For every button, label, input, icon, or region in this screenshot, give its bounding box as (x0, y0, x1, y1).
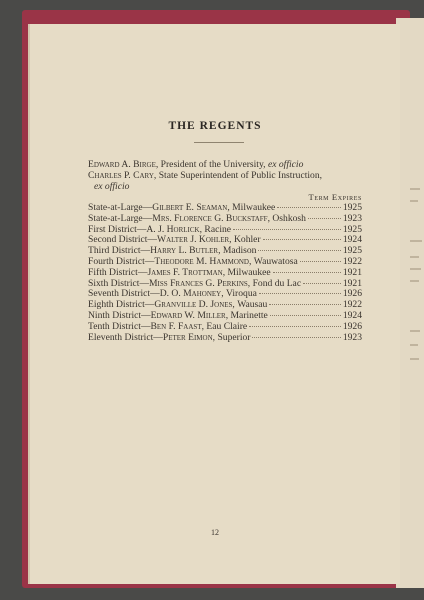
regent-term-year: 1921 (342, 277, 362, 289)
regent-place: Racine (204, 223, 232, 235)
regent-name: Granville D. Jones (154, 299, 233, 311)
regent-term-year: 1925 (342, 202, 362, 213)
regent-name: James F. Trottman (147, 266, 223, 278)
regent-dash: — (136, 223, 147, 235)
regent-dash: — (144, 299, 155, 311)
regent-district: Tenth District (88, 320, 141, 332)
regent-term-year: 1921 (342, 266, 362, 278)
regent-district: Second District (88, 234, 148, 246)
regent-place: Milwaukee (227, 266, 271, 278)
leader-dots (269, 304, 340, 305)
regent-name: Edward W. Miller (150, 309, 226, 321)
regent-name: Harry L. Butler (150, 245, 219, 257)
regent-district: State-at-Large (88, 212, 143, 224)
regent-district: State-at-Large (88, 202, 143, 213)
regent-name: Ben F. Faast (150, 320, 202, 332)
officer-name: Edward A. Birge (88, 159, 156, 170)
regent-comma: , (248, 255, 254, 267)
leader-dots (273, 272, 341, 273)
regent-term-year: 1925 (342, 223, 362, 235)
regent-dash: — (137, 266, 148, 278)
regent-term-year: 1923 (342, 331, 362, 343)
regent-name: Theodore M. Hammond (154, 255, 249, 267)
term-expires-header: Term Expires (308, 192, 362, 202)
regent-district: Eighth District (88, 299, 145, 311)
regent-comma: , (201, 320, 207, 332)
regent-comma: , (247, 277, 253, 289)
regent-place: Kohler (233, 234, 261, 246)
leader-dots (270, 315, 341, 316)
regent-place: Wauwatosa (253, 255, 298, 267)
regent-dash: — (144, 255, 155, 267)
officer-role: State Superintendent of Public Instruction, (158, 170, 323, 181)
regent-district: Fifth District (88, 266, 138, 278)
regent-dash: — (142, 212, 153, 224)
title-rule (194, 142, 244, 143)
leader-dots (277, 207, 340, 208)
regent-district: Eleventh District (88, 331, 154, 343)
regent-term-year: 1922 (342, 255, 362, 267)
regent-dash: — (140, 320, 151, 332)
regent-place: Oshkosh (272, 212, 306, 224)
regent-comma: , (225, 309, 231, 321)
regent-district: Seventh District (88, 288, 151, 300)
page-number: 12 (211, 528, 219, 537)
regent-term-year: 1926 (342, 320, 362, 332)
regent-dash: — (150, 288, 160, 300)
leader-dots (249, 326, 341, 327)
regent-dash: — (140, 245, 151, 257)
regent-comma: , (221, 288, 227, 300)
regent-district: Fourth District (88, 255, 145, 267)
regent-name: Mrs. Florence G. Buckstaff (152, 212, 268, 224)
regent-term-year: 1926 (342, 288, 362, 300)
regent-term-year: 1925 (342, 245, 362, 257)
regent-dash: — (141, 309, 151, 321)
regent-dash: — (142, 202, 153, 213)
regent-dash: — (153, 331, 163, 343)
leader-dots (233, 229, 341, 230)
regent-place: Fond du Lac (252, 277, 302, 289)
leader-dots (300, 261, 341, 262)
regent-place: Wausau (237, 299, 268, 311)
leader-dots (303, 283, 341, 284)
regent-place: Viroqua (226, 288, 257, 300)
regent-row (88, 214, 362, 225)
regent-comma: , (229, 234, 234, 246)
regent-dash: — (147, 234, 158, 246)
regent-comma: , (227, 202, 233, 213)
officer-role: President of the University, (160, 159, 266, 170)
regent-dash: — (139, 277, 150, 289)
regent-name: Walter J. Kohler (157, 234, 230, 246)
regent-place: Milwaukee (232, 202, 276, 213)
officer-role-continuation: ex officio (94, 181, 130, 192)
regent-comma: , (232, 299, 238, 311)
regent-name: A. J. Horlick (146, 223, 200, 235)
regent-place: Eau Claire (206, 320, 248, 332)
regent-name: D. O. Mahoney (159, 288, 222, 300)
regent-district: First District (88, 223, 137, 235)
officer-name: Charles P. Cary (88, 170, 154, 181)
regent-place: Marinette (230, 309, 268, 321)
regent-name: Peter Eimon (162, 331, 213, 343)
document-page (28, 24, 400, 584)
regent-comma: , (218, 245, 223, 257)
regent-term-year: 1922 (342, 299, 362, 311)
regent-comma: , (222, 266, 228, 278)
regent-comma: , (212, 331, 218, 343)
regent-name: Gilbert E. Seaman (152, 202, 228, 213)
regent-term-year: 1924 (342, 309, 362, 321)
regent-row (88, 333, 362, 344)
officer-line: Edward A. Birge, President of the University, ex officio (88, 159, 304, 170)
leader-dots (259, 293, 341, 294)
regent-term-year: 1923 (342, 212, 362, 224)
regents-list (88, 203, 362, 343)
regent-term-year: 1924 (342, 234, 362, 246)
regent-district: Sixth District (88, 277, 140, 289)
leader-dots (258, 250, 340, 251)
leader-dots (308, 218, 341, 219)
regent-name: Miss Frances G. Perkins (149, 277, 248, 289)
regent-row (88, 268, 362, 279)
regent-district: Third District (88, 245, 141, 257)
regent-comma: , (267, 212, 273, 224)
officer-role-italic: ex officio (267, 159, 304, 170)
facing-page-edge (396, 18, 424, 588)
page-title: THE REGENTS (168, 120, 262, 132)
regent-comma: , (199, 223, 205, 235)
regent-district: Ninth District (88, 309, 142, 321)
officer-line: Charles P. Cary, State Superintendent of Public Instruction, (88, 170, 323, 181)
regent-place: Superior (217, 331, 251, 343)
regent-row (88, 322, 362, 333)
leader-dots (252, 337, 340, 338)
regent-place: Madison (222, 245, 257, 257)
leader-dots (263, 239, 341, 240)
